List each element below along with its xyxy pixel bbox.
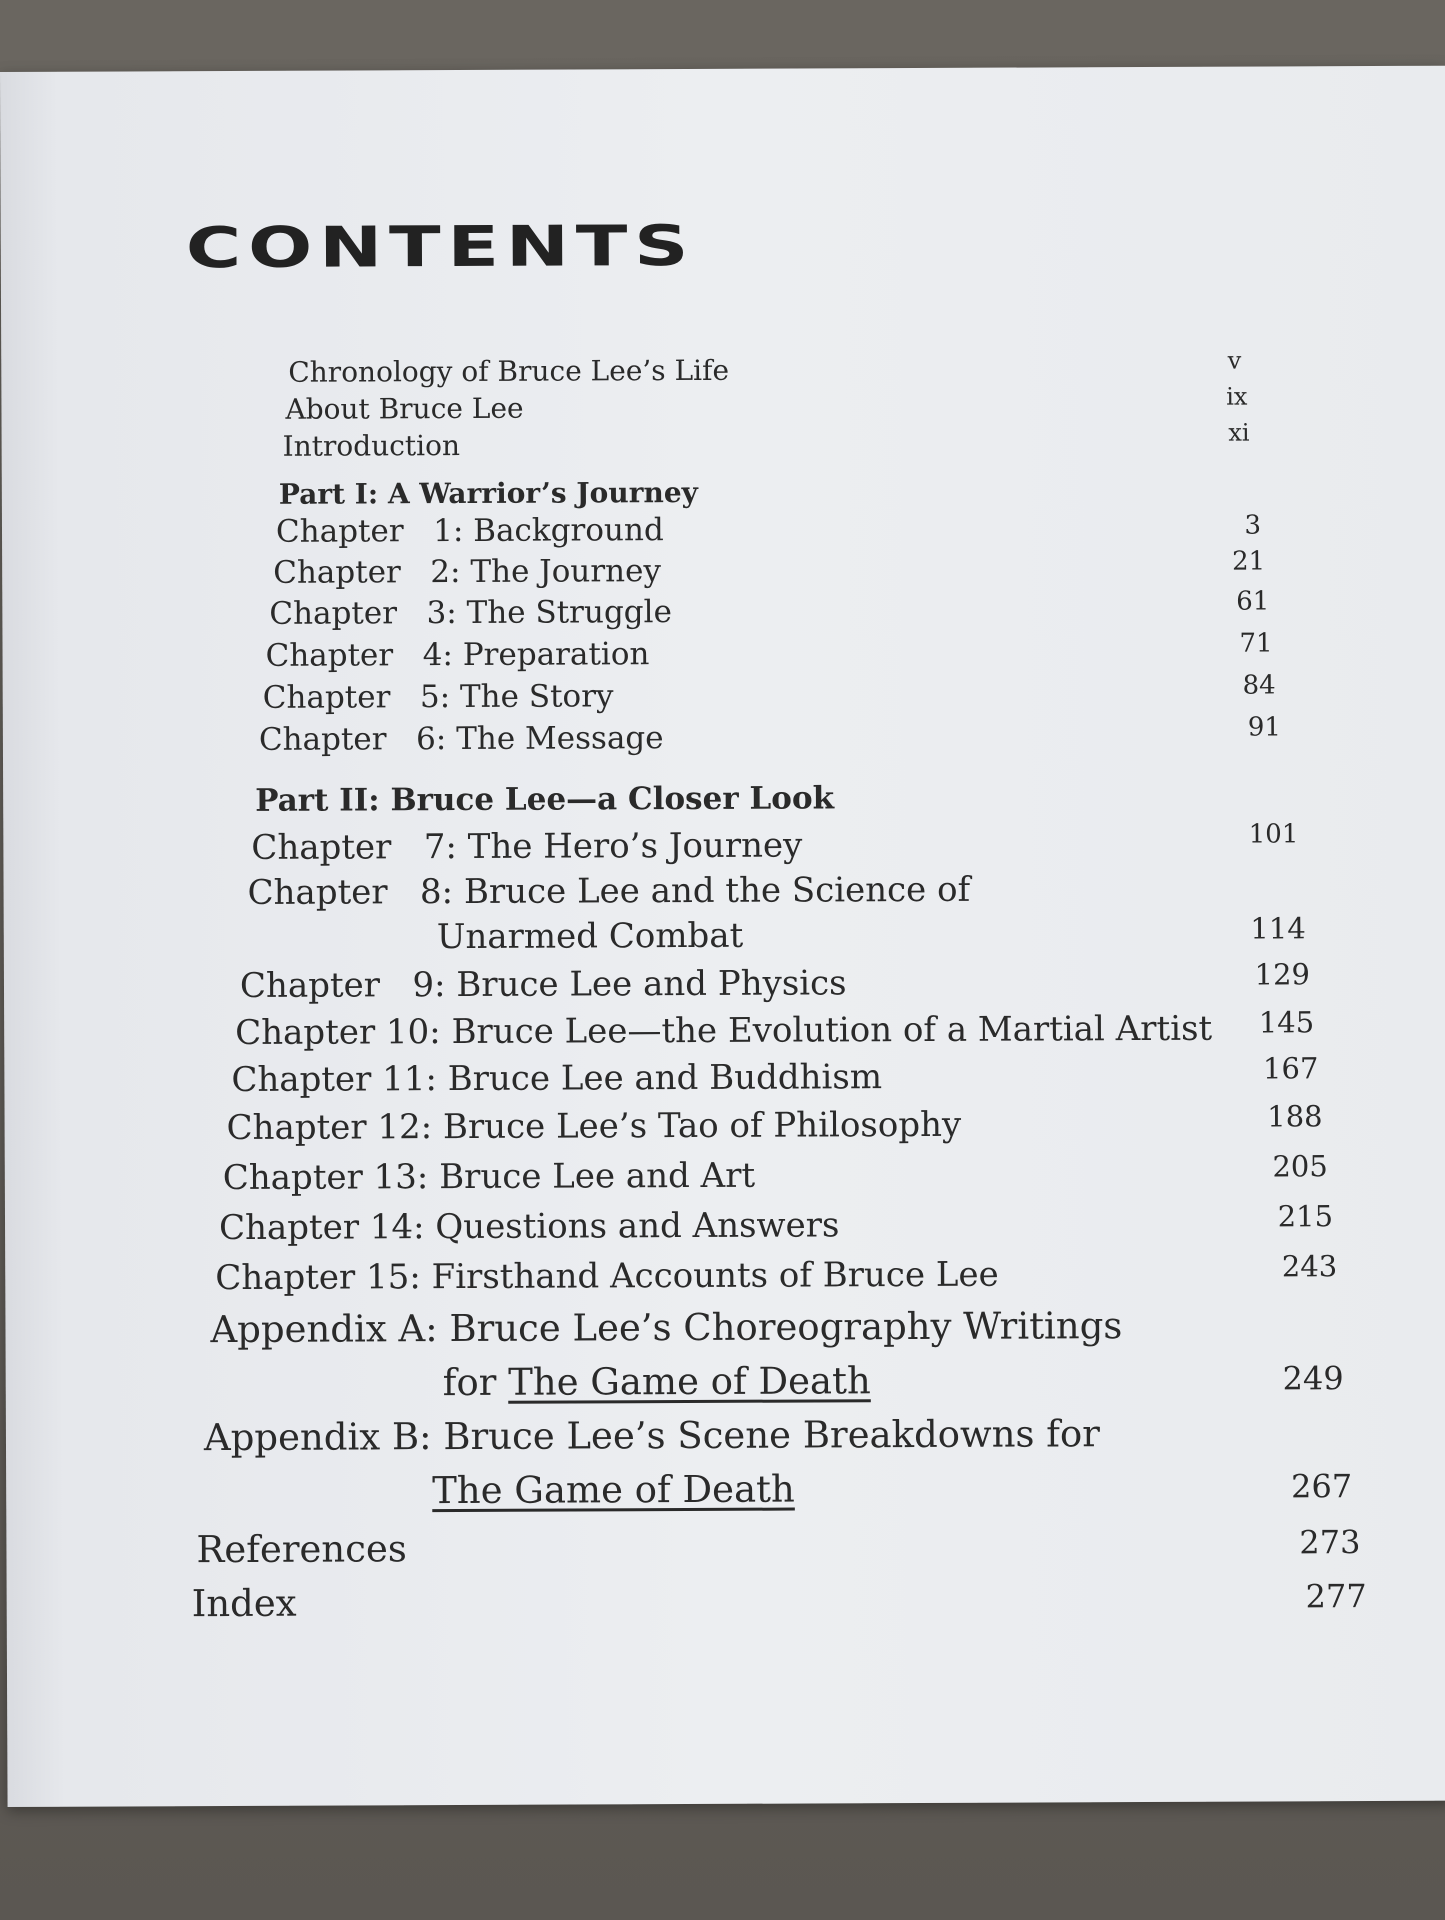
page-number: ix (1226, 382, 1248, 411)
chapter-entry (265, 636, 650, 674)
appendix-title: Bruce Lee’s Scene Breakdowns for (443, 1412, 1100, 1459)
chapter-label: Chapter (275, 513, 404, 550)
chapter-number: 12: (377, 1107, 433, 1148)
chapter-number: 7: (423, 827, 457, 868)
appendix-title-prefix: for (442, 1360, 497, 1405)
chapter-number: 1: (433, 512, 464, 550)
chapter-number: 10: (385, 1012, 441, 1053)
appendix-title: Bruce Lee’s Choreography Writings (449, 1304, 1123, 1351)
chapter-entry (262, 678, 614, 716)
page-number: 205 (1272, 1149, 1328, 1184)
page-number: 84 (1242, 670, 1276, 701)
part-heading: Part II: Bruce Lee—a Closer Look (255, 780, 835, 819)
page-number: 114 (1250, 911, 1306, 946)
chapter-title: The Journey (470, 553, 662, 590)
chapter-label: Chapter (247, 872, 388, 913)
chapter-number: 13: (373, 1157, 429, 1198)
page-number: 215 (1277, 1199, 1334, 1234)
part-heading: Part I: A Warrior’s Journey (278, 475, 698, 511)
page-number: 267 (1291, 1467, 1353, 1506)
page-number: 145 (1258, 1005, 1315, 1040)
chapter-number: 8: (419, 872, 454, 913)
chapter-title: Bruce Lee and Buddhism (447, 1057, 883, 1100)
page-number: 21 (1231, 546, 1266, 577)
chapter-label: Chapter (226, 1107, 367, 1149)
chapter-entry (235, 1008, 1213, 1053)
chapter-label: Chapter (239, 965, 381, 1006)
underlined-title: The Game of Death (508, 1359, 871, 1404)
page-number: 3 (1244, 510, 1262, 541)
chapter-title: The Message (456, 720, 664, 758)
chapter-entry (226, 1104, 962, 1149)
toc-entry-index: Index (191, 1581, 297, 1626)
appendix-title-continuation (432, 1467, 795, 1513)
chapter-label: Chapter (258, 721, 387, 758)
appendix-title-continuation (442, 1359, 871, 1405)
chapter-title: Bruce Lee’s Tao of Philosophy (442, 1104, 962, 1148)
chapter-title: Preparation (462, 636, 650, 673)
chapter-number: 11: (382, 1059, 438, 1100)
chapter-number: 6: (416, 721, 447, 758)
appendix-entry (210, 1304, 1123, 1352)
chapter-title: Bruce Lee and Art (439, 1155, 756, 1198)
chapter-entry (258, 720, 664, 758)
page-number: 188 (1267, 1099, 1323, 1134)
chapter-title: Bruce Lee and Physics (456, 963, 847, 1006)
underlined-title: The Game of Death (432, 1467, 795, 1513)
chapter-title: Bruce Lee—the Evolution of a Martial Artist (451, 1008, 1213, 1053)
chapter-number: 3: (426, 595, 457, 632)
toc-entry-about: About Bruce Lee (285, 391, 524, 426)
chapter-entry (231, 1057, 883, 1100)
chapter-entry (273, 553, 662, 591)
page-number: 91 (1247, 712, 1281, 743)
chapter-title: Background (473, 512, 664, 549)
chapter-entry (269, 594, 672, 632)
chapter-label: Chapter (235, 1012, 376, 1053)
book-page (0, 66, 1445, 1807)
page-number: v (1227, 346, 1242, 375)
page-number: 71 (1239, 628, 1273, 659)
chapter-entry (222, 1155, 756, 1199)
chapter-title: Bruce Lee and the Science of (463, 869, 971, 912)
chapter-label: Chapter (251, 827, 392, 868)
chapter-entry (218, 1205, 840, 1249)
page-number: 277 (1305, 1577, 1367, 1616)
chapter-title: Firsthand Accounts of Bruce Lee (431, 1254, 999, 1298)
page-number: 273 (1299, 1523, 1361, 1562)
chapter-number: 2: (430, 553, 461, 591)
appendix-label: Appendix A: (210, 1307, 438, 1352)
page-number: 61 (1236, 586, 1270, 617)
chapter-label: Chapter (262, 679, 391, 716)
chapter-entry (247, 869, 971, 913)
chapter-entry (275, 512, 664, 550)
appendix-label: Appendix B: (203, 1415, 432, 1460)
page-number: 249 (1282, 1359, 1344, 1398)
chapter-number: 5: (419, 679, 451, 716)
toc-entry-references: References (196, 1527, 407, 1572)
chapter-number: 15: (365, 1257, 421, 1298)
chapter-number: 14: (369, 1207, 425, 1248)
chapter-entry (215, 1254, 999, 1299)
page-number: 167 (1262, 1051, 1319, 1086)
chapter-label: Chapter (222, 1157, 363, 1199)
chapter-title: Questions and Answers (435, 1205, 840, 1248)
chapter-title-continuation: Unarmed Combat (436, 915, 744, 958)
chapter-title: The Hero’s Journey (467, 825, 803, 867)
appendix-entry (203, 1412, 1100, 1460)
chapter-title: The Story (459, 678, 614, 715)
page-number: 101 (1248, 819, 1299, 850)
chapter-entry (251, 825, 803, 868)
chapter-label: Chapter (215, 1257, 356, 1299)
toc-entry-introduction: Introduction (282, 428, 461, 463)
chapter-entry (239, 963, 847, 1006)
page-number: 129 (1254, 957, 1311, 992)
chapter-label: Chapter (265, 637, 394, 674)
chapter-label: Chapter (218, 1207, 360, 1249)
chapter-label: Chapter (231, 1059, 372, 1100)
chapter-number: 9: (412, 965, 446, 1006)
chapter-title: The Struggle (466, 594, 672, 631)
toc-entry-chronology: Chronology of Bruce Lee’s Life (288, 353, 730, 389)
chapter-number: 4: (422, 637, 454, 674)
chapter-label: Chapter (269, 595, 398, 632)
page-number: xi (1228, 418, 1250, 447)
chapter-label: Chapter (273, 554, 401, 591)
contents-heading: CONTENTS (185, 213, 696, 282)
page-number: 243 (1281, 1249, 1338, 1284)
table-of-contents (0, 66, 1445, 1807)
